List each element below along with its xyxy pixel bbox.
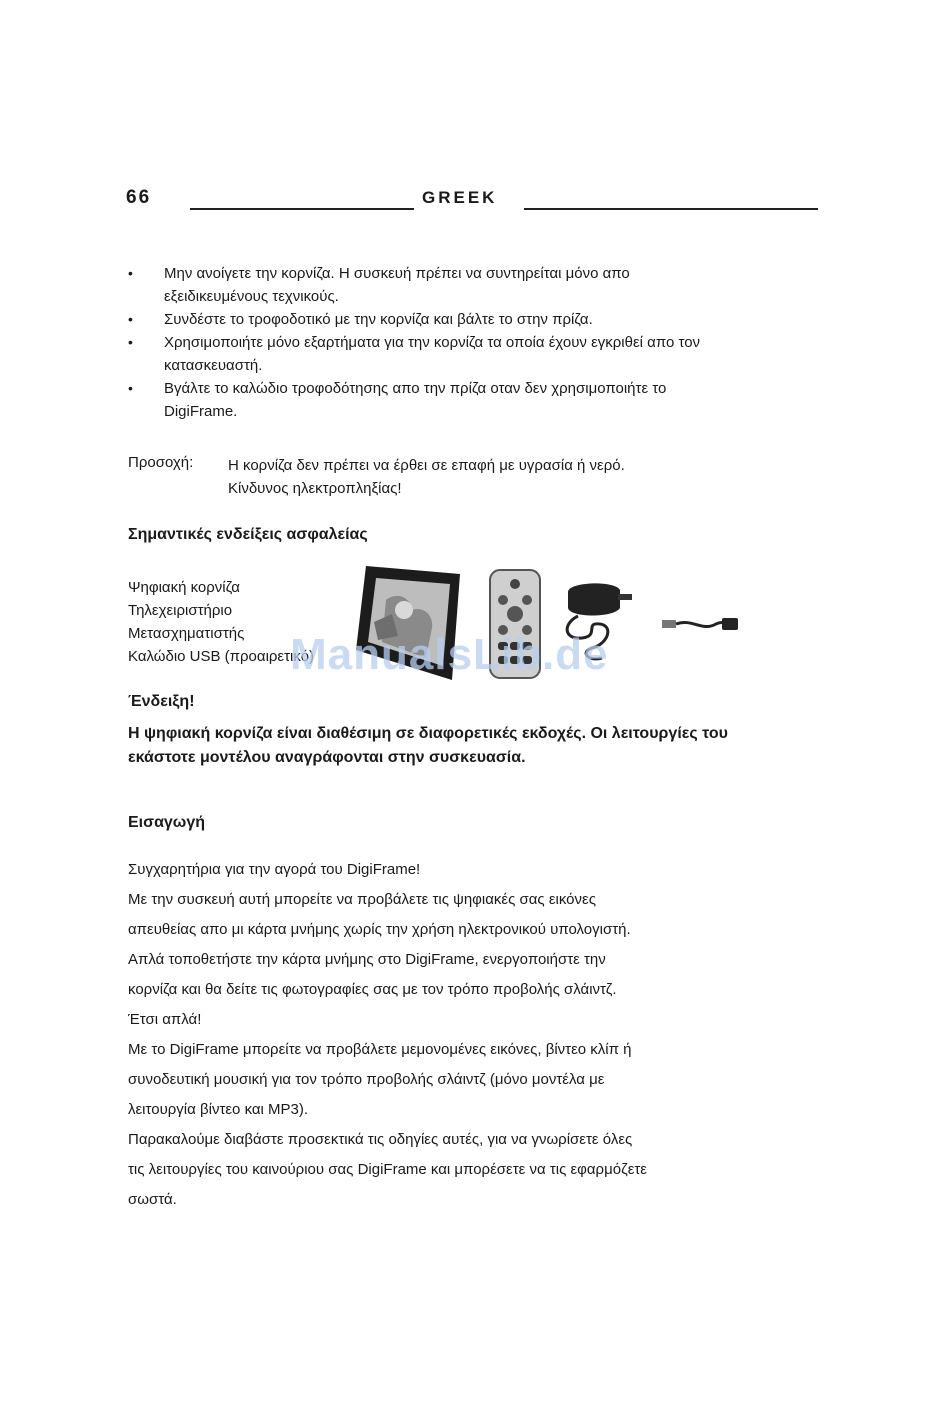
header-rule-right — [524, 208, 818, 210]
note-title: Ένδειξη! — [128, 693, 195, 710]
intro-line: Με την συσκευή αυτή μπορείτε να προβάλετε τις ψηφιακές σας εικόνες — [128, 891, 596, 908]
caution-text — [228, 454, 708, 500]
caution-label: Προσοχή: — [128, 454, 194, 471]
intro-line: συνοδευτική μουσική για τον τρόπο προβολής σλάιντζ (μόνο μοντέλα με — [128, 1071, 605, 1088]
intro-line: απευθείας απο μι κάρτα μνήμης χωρίς την χρήση ηλεκτρονικού υπολογιστή. — [128, 921, 631, 938]
intro-line: Έτσι απλά! — [128, 1011, 202, 1028]
intro-line: λειτουργία βίντεο και MP3). — [128, 1101, 309, 1118]
intro-line: τις λειτουργίες του καινούριου σας DigiFrame και μπορέσετε να τις εφαρμόζετε — [128, 1161, 647, 1178]
list-item: Τηλεχειριστήριο — [128, 602, 233, 619]
package-contents-list — [128, 576, 314, 668]
safety-heading: Σημαντικές ενδείξεις ασφαλείας — [128, 526, 368, 543]
list-item: • Χρησιμοποιήτε μόνο εξαρτήματα για την κορνίζα τα οποία έχουν εγκριθεί απο τον κατασκευαστή. — [128, 331, 728, 377]
header-rule-left — [190, 208, 414, 210]
intro-line: Απλά τοποθετήστε την κάρτα μνήμης στο DigiFrame, ενεργοποιήστε την — [128, 951, 606, 968]
intro-paragraph — [128, 855, 748, 1215]
intro-line: Παρακαλούμε διαβάστε προσεκτικά τις οδηγίες αυτές, για να γνωρίσετε όλες — [128, 1131, 633, 1148]
caution-line: Κίνδυνος ηλεκτροπληξίας! — [228, 480, 402, 497]
page-number: 66 — [126, 187, 152, 208]
intro-heading: Εισαγωγή — [128, 814, 205, 831]
intro-line: κορνίζα και θα δείτε τις φωτογραφίες σας με τον τρόπο προβολής σλάιντζ. — [128, 981, 617, 998]
list-item: Ψηφιακή κορνίζα — [128, 579, 240, 596]
watermark-logo: ManualsLib.de — [290, 630, 609, 679]
usb-cable-image — [662, 618, 738, 630]
list-item: • Μην ανοίγετε την κορνίζα. Η συσκευή πρέπει να συντηρείται μόνο απο εξειδικευμένους τεχνικούς. — [128, 262, 728, 308]
list-item: • Συνδέστε το τροφοδοτικό με την κορνίζα και βάλτε το στην πρίζα. — [128, 308, 728, 331]
caution-line: Η κορνίζα δεν πρέπει να έρθει σε επαφή με υγρασία ή νερό. — [228, 457, 625, 474]
list-item: Μετασχηματιστής — [128, 625, 245, 642]
intro-line: Με το DigiFrame μπορείτε να προβάλετε μεμονομένες εικόνες, βίντεο κλίπ ή — [128, 1041, 632, 1058]
list-item: • Βγάλτε το καλώδιο τροφοδότησης απο την πρίζα οταν δεν χρησιμοποιήτε το DigiFrame. — [128, 377, 728, 423]
list-item: Καλώδιο USB (προαιρετικό) — [128, 648, 315, 665]
intro-line: σωστά. — [128, 1191, 177, 1208]
intro-line: Συγχαρητήρια για την αγορά του DigiFrame! — [128, 861, 421, 878]
note-text: Η ψηφιακή κορνίζα είναι διαθέσιμη σε διαφορετικές εκδοχές. Οι λειτουργίες του εκάστοτε μοντέλου αναγράφονται στην συσκευασία. — [128, 725, 728, 766]
language-label: GREEK — [422, 188, 498, 207]
safety-bullet-list — [128, 262, 728, 423]
